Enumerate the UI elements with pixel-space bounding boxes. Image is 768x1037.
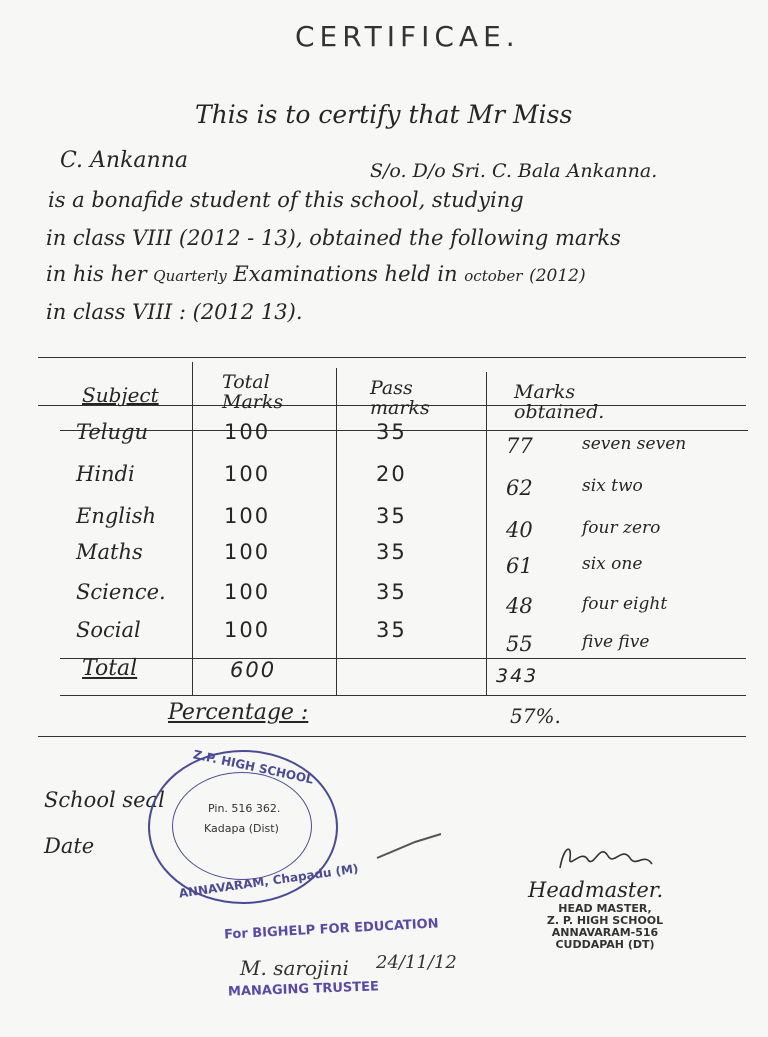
- exam-held: Examinations held in: [233, 262, 458, 286]
- row-marks-words: four zero: [582, 518, 661, 538]
- col-divider: [336, 368, 337, 696]
- headmaster-seal-line4: CUDDAPAH (DT): [555, 938, 655, 951]
- row-subject: Maths: [76, 540, 143, 564]
- exam-type: Quarterly: [153, 267, 227, 285]
- date-label: Date: [44, 834, 95, 858]
- row-total-marks: 100: [224, 580, 271, 604]
- row-marks-words: six two: [582, 476, 643, 496]
- student-name: C. Ankanna: [60, 148, 188, 173]
- col-divider: [486, 372, 487, 696]
- class-line: in class VIII (2012 - 13), obtained the following marks: [46, 226, 621, 250]
- percentage-rule: [38, 736, 746, 737]
- exam-month: october: [464, 267, 523, 285]
- header-pass: Pass marks: [370, 377, 430, 419]
- header-obtained: Marks obtained.: [514, 381, 605, 423]
- table-bottom-rule: [60, 695, 746, 696]
- row-total-marks: 100: [224, 504, 271, 528]
- exam-line: [46, 262, 586, 286]
- row-subject: English: [76, 504, 157, 528]
- certify-line: This is to certify that Mr Miss: [195, 100, 573, 129]
- row-marks-obtained: 40: [506, 518, 533, 542]
- headmaster-seal-line1: HEAD MASTER,: [558, 902, 652, 915]
- bonafide-line: is a bonafide student of this school, studying: [48, 188, 524, 212]
- row-marks-obtained: 62: [506, 476, 533, 500]
- trustee-title: MANAGING TRUSTEE: [227, 979, 380, 1000]
- table-total-rule: [60, 658, 746, 659]
- school-seal-label: School seal: [44, 788, 165, 812]
- stamp-pin: Pin. 516 362.: [208, 802, 281, 815]
- school-stamp: [148, 747, 360, 904]
- total-label: Total: [82, 656, 138, 681]
- row-pass-marks: 35: [376, 618, 407, 642]
- class-year-line: in class VIII : (2012 13).: [46, 300, 303, 324]
- trustee-signature: M. sarojini: [240, 956, 349, 980]
- total-marks: 600: [230, 658, 277, 682]
- row-total-marks: 100: [224, 462, 271, 486]
- row-pass-marks: 35: [376, 504, 407, 528]
- row-total-marks: 100: [224, 420, 271, 444]
- exam-year: (2012): [529, 266, 586, 286]
- header-total: Total Marks: [222, 371, 284, 413]
- row-subject: Science.: [76, 580, 166, 604]
- tick-mark: [375, 830, 445, 860]
- row-pass-marks: 20: [376, 462, 407, 486]
- row-subject: Social: [76, 618, 141, 642]
- headmaster-signature-scribble: [552, 838, 672, 878]
- row-marks-words: six one: [582, 554, 643, 574]
- row-total-marks: 100: [224, 540, 271, 564]
- exam-line-start: in his her: [46, 262, 147, 286]
- row-marks-obtained: 48: [506, 594, 533, 618]
- table-top-rule: [38, 357, 746, 358]
- total-obtained: 343: [496, 665, 539, 687]
- row-total-marks: 100: [224, 618, 271, 642]
- percentage-label: Percentage :: [168, 700, 309, 725]
- row-marks-obtained: 55: [506, 632, 533, 656]
- headmaster-seal-line2: Z. P. HIGH SCHOOL: [546, 914, 664, 927]
- col-divider: [192, 362, 193, 696]
- row-marks-obtained: 77: [506, 434, 533, 458]
- certificate-title: CERTIFICAE.: [295, 20, 520, 53]
- stamp-bottom-text: ANNAVARAM, Chapadu (M): [177, 861, 360, 901]
- trustee-date: 24/11/12: [376, 952, 457, 973]
- row-marks-words: seven seven: [582, 434, 687, 454]
- parent-name: S/o. D/o Sri. C. Bala Ankanna.: [370, 160, 658, 182]
- headmaster-signature: Headmaster.: [528, 878, 664, 902]
- row-marks-words: four eight: [582, 594, 668, 614]
- row-subject: Telugu: [76, 420, 149, 444]
- row-subject: Hindi: [76, 462, 135, 486]
- stamp-top-text: Z.P. HIGH SCHOOL: [191, 747, 315, 787]
- row-pass-marks: 35: [376, 540, 407, 564]
- row-marks-obtained: 61: [506, 554, 533, 578]
- percentage-value: 57%.: [510, 704, 561, 728]
- header-subject: Subject: [82, 383, 159, 407]
- row-pass-marks: 35: [376, 580, 407, 604]
- row-pass-marks: 35: [376, 420, 407, 444]
- trust-name: For BIGHELP FOR EDUCATION: [223, 916, 439, 943]
- headmaster-seal-line3: ANNAVARAM-516: [551, 926, 659, 939]
- stamp-district: Kadapa (Dist): [204, 822, 279, 835]
- row-marks-words: five five: [582, 632, 650, 652]
